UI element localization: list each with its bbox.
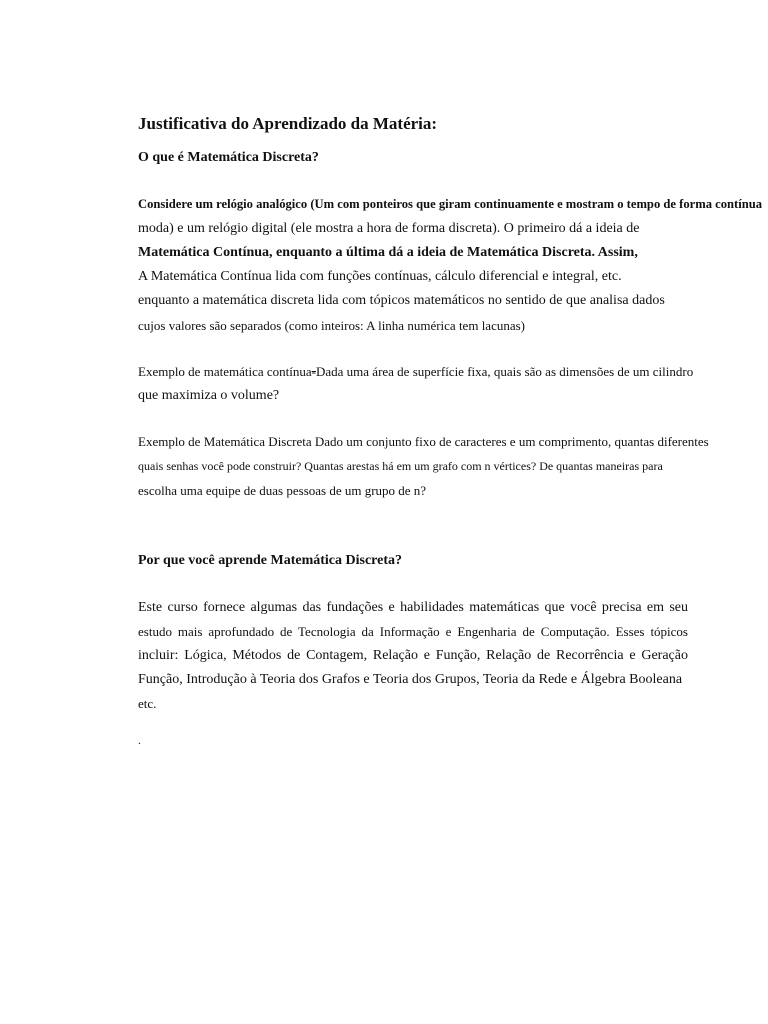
paragraph-line: Este curso fornece algumas das fundações e habilidades matemáticas que você precisa em seu	[138, 600, 688, 615]
paragraph-line: quais senhas você pode construir? Quantas arestas há em um grafo com n vértices? De quantas maneiras para	[138, 459, 663, 473]
example-label: Exemplo de matemática contínua	[138, 364, 312, 379]
paragraph-line: escolha uma equipe de duas pessoas de um grupo de n?	[138, 483, 427, 498]
paragraph-line: estudo mais aprofundado de Tecnologia da Informação e Engenharia de Computação. Esses tópicos	[138, 624, 688, 639]
paragraph-line: Função, Introdução à Teoria dos Grafos e Teoria dos Grupos, Teoria da Rede e Álgebra Booleana	[138, 672, 683, 687]
example-continuous-line	[138, 364, 693, 380]
paragraph-line: cujos valores são separados (como inteiros: A linha numérica tem lacunas)	[138, 318, 525, 333]
example-text: Dada uma área de superfície fixa, quais são as dimensões de um cilindro	[315, 364, 694, 379]
paragraph-line: enquanto a matemática discreta lida com tópicos matemáticos no sentido de que analisa dados	[138, 293, 665, 308]
section-heading-what-is: O que é Matemática Discreta?	[138, 150, 319, 165]
section-heading-why-learn: Por que você aprende Matemática Discreta?	[138, 553, 402, 568]
paragraph-line: moda) e um relógio digital (ele mostra a hora de forma discreta). O primeiro dá a ideia de	[138, 221, 640, 236]
paragraph-line: A Matemática Contínua lida com funções contínuas, cálculo diferencial e integral, etc.	[138, 269, 622, 284]
trailing-dot: .	[138, 733, 141, 747]
paragraph-line: etc.	[138, 696, 157, 711]
paragraph-line: que maximiza o volume?	[138, 388, 280, 403]
paragraph-line: incluir: Lógica, Métodos de Contagem, Relação e Função, Relação de Recorrência e Geração	[138, 648, 688, 663]
paragraph-line: Matemática Contínua, enquanto a última dá a ideia de Matemática Discreta. Assim,	[138, 245, 638, 260]
paragraph-line: Considere um relógio analógico (Um com ponteiros que giram continuamente e mostram o tempo de forma contínua	[138, 197, 763, 211]
example-discrete-line: Exemplo de Matemática Discreta Dado um conjunto fixo de caracteres e um comprimento, quantas diferentes	[138, 434, 709, 449]
struck-dash: -	[311, 364, 316, 379]
document-title: Justificativa do Aprendizado da Matéria:	[138, 114, 438, 133]
